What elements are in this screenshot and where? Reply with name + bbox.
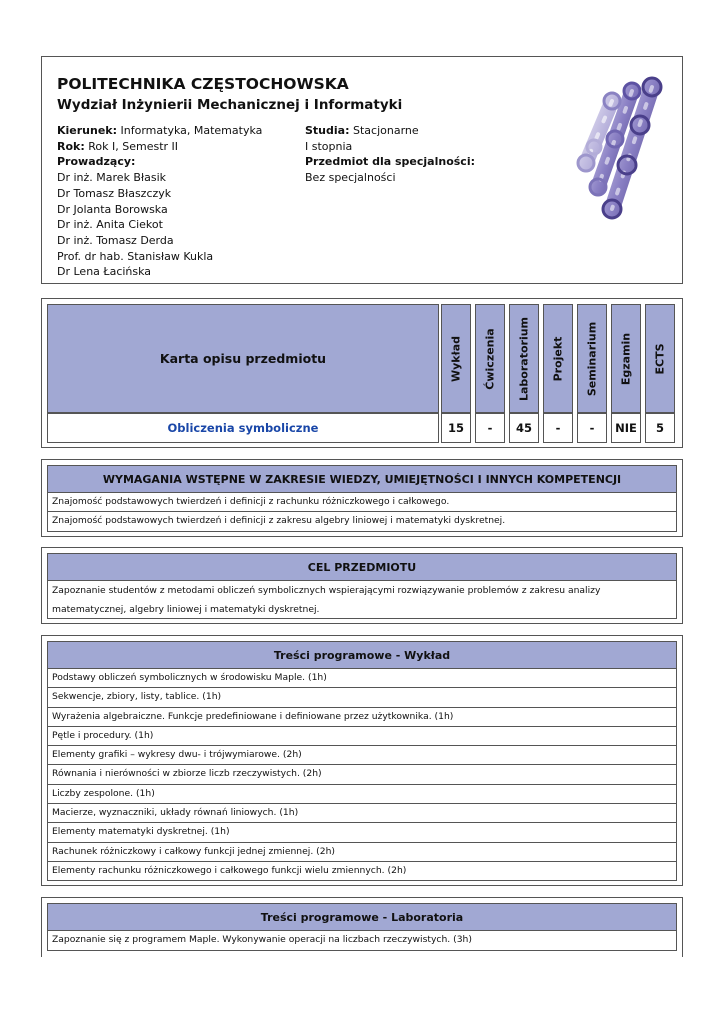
list-item: Znajomość podstawowych twierdzeń i definicji z rachunku różniczkowego i całkowego. (47, 493, 677, 512)
list-item: Równania i nierówności w zbiorze liczb rzeczywistych. (2h) (47, 765, 677, 784)
study-info (305, 123, 475, 186)
list-item: Znajomość podstawowych twierdzeń i definicji z zakresu algebry liniowej i matematyki dyskretnej. (47, 512, 677, 531)
kierunek-line (57, 123, 262, 139)
course-card (41, 298, 683, 448)
lecturer-name: Dr Tomasz Błaszczyk (57, 186, 172, 200)
column-header-egzamin (611, 304, 641, 413)
list-item: Zapoznanie się z programem Maple. Wykonywanie operacji na liczbach rzeczywistych. (3h) (47, 931, 677, 951)
ects-value: 5 (645, 413, 675, 443)
cwiczenia-value: - (475, 413, 505, 443)
list-item: Liczby zespolone. (1h) (47, 785, 677, 804)
studia-value: Stacjonarne (352, 124, 419, 137)
column-label: Laboratorium (517, 316, 531, 401)
lecture-list (47, 669, 677, 881)
section-title: Treści programowe - Wykład (47, 641, 677, 669)
column-label: Wykład (449, 335, 463, 382)
column-header-seminarium (577, 304, 607, 413)
list-item: Rachunek różniczkowy i całkowy funkcji jednej zmiennej. (2h) (47, 843, 677, 862)
prowadzacy-line (57, 154, 262, 170)
course-header (41, 56, 683, 284)
laboratorium-value: 45 (509, 413, 539, 443)
column-label: ECTS (653, 342, 667, 375)
list-item: Macierze, wyznaczniki, układy równań liniowych. (1h) (47, 804, 677, 823)
column-header-laboratorium (509, 304, 539, 413)
studia-label: Studia: (305, 124, 350, 137)
column-label: Egzamin (619, 332, 633, 385)
column-label: Ćwiczenia (483, 327, 497, 390)
column-label: Seminarium (585, 321, 599, 396)
section-title: Treści programowe - Laboratoria (47, 903, 677, 931)
list-item: Pętle i procedury. (1h) (47, 727, 677, 746)
course-name: Obliczenia symboliczne (47, 413, 439, 443)
lecturer-name: Prof. dr hab. Stanisław Kukla (57, 249, 214, 263)
chain-links-logo-icon (532, 69, 672, 221)
projekt-value: - (543, 413, 573, 443)
lecturer-name: Dr inż. Marek Błasik (57, 171, 167, 185)
program-info (57, 123, 262, 280)
laboratory-list (47, 931, 677, 951)
column-label: Projekt (551, 336, 565, 381)
lecturer-name: Dr inż. Anita Ciekot (57, 218, 163, 232)
section-title: WYMAGANIA WSTĘPNE W ZAKRESIE WIEDZY, UMIEJĘTNOŚCI I INNYCH KOMPETENCJI (47, 465, 677, 493)
kierunek-label: Kierunek: (57, 124, 118, 137)
studia-line (305, 123, 475, 139)
rok-value: Rok I, Semestr II (88, 139, 179, 153)
goal-text: Zapoznanie studentów z metodami obliczeń symbolicznych wspierającymi rozwiązywanie problemów z zakresu analizy matematycznej, algebry liniowej i matematyki dyskretnej. (47, 581, 677, 619)
wyklad-value: 15 (441, 413, 471, 443)
column-header-wyklad (441, 304, 471, 413)
requirements-section (41, 459, 683, 537)
card-title: Karta opisu przedmiotu (47, 304, 439, 413)
seminarium-value: - (577, 413, 607, 443)
list-item: Elementy grafiki – wykresy dwu- i trójwymiarowe. (2h) (47, 746, 677, 765)
rok-line (57, 139, 262, 155)
stopien-value: I stopnia (305, 139, 353, 153)
prowadzacy-label: Prowadzący: (57, 155, 136, 169)
goal-section (41, 547, 683, 624)
przedmiot-label: Przedmiot dla specjalności: (305, 155, 475, 169)
goal-body (47, 581, 677, 619)
rok-label: Rok: (57, 139, 85, 153)
lecturer-name: Dr inż. Tomasz Derda (57, 233, 174, 247)
column-header-projekt (543, 304, 573, 413)
list-item: Sekwencje, zbiory, listy, tablice. (1h) (47, 688, 677, 707)
przedmiot-line (305, 154, 475, 170)
list-item: Elementy rachunku różniczkowego i całkowego funkcji wielu zmiennych. (2h) (47, 862, 677, 881)
list-item: Wyrażenia algebraiczne. Funkcje predefiniowane i definiowane przez użytkownika. (1h) (47, 708, 677, 727)
przedmiot-value: Bez specjalności (305, 171, 396, 185)
column-header-cwiczenia (475, 304, 505, 413)
lecture-section (41, 635, 683, 886)
lecturer-name: Dr Jolanta Borowska (57, 202, 168, 216)
university-name: POLITECHNIKA CZĘSTOCHOWSKA (57, 75, 349, 93)
column-header-ects (645, 304, 675, 413)
faculty-name: Wydział Inżynierii Mechanicznej i Informatyki (57, 97, 403, 113)
list-item: Elementy matematyki dyskretnej. (1h) (47, 823, 677, 842)
requirements-list (47, 493, 677, 532)
egzamin-value: NIE (611, 413, 641, 443)
section-title: CEL PRZEDMIOTU (47, 553, 677, 581)
kierunek-value: Informatyka, Matematyka (120, 124, 263, 137)
list-item: Podstawy obliczeń symbolicznych w środowisku Maple. (1h) (47, 669, 677, 688)
lecturer-name: Dr Lena Łacińska (57, 265, 152, 279)
laboratory-section (41, 897, 683, 957)
